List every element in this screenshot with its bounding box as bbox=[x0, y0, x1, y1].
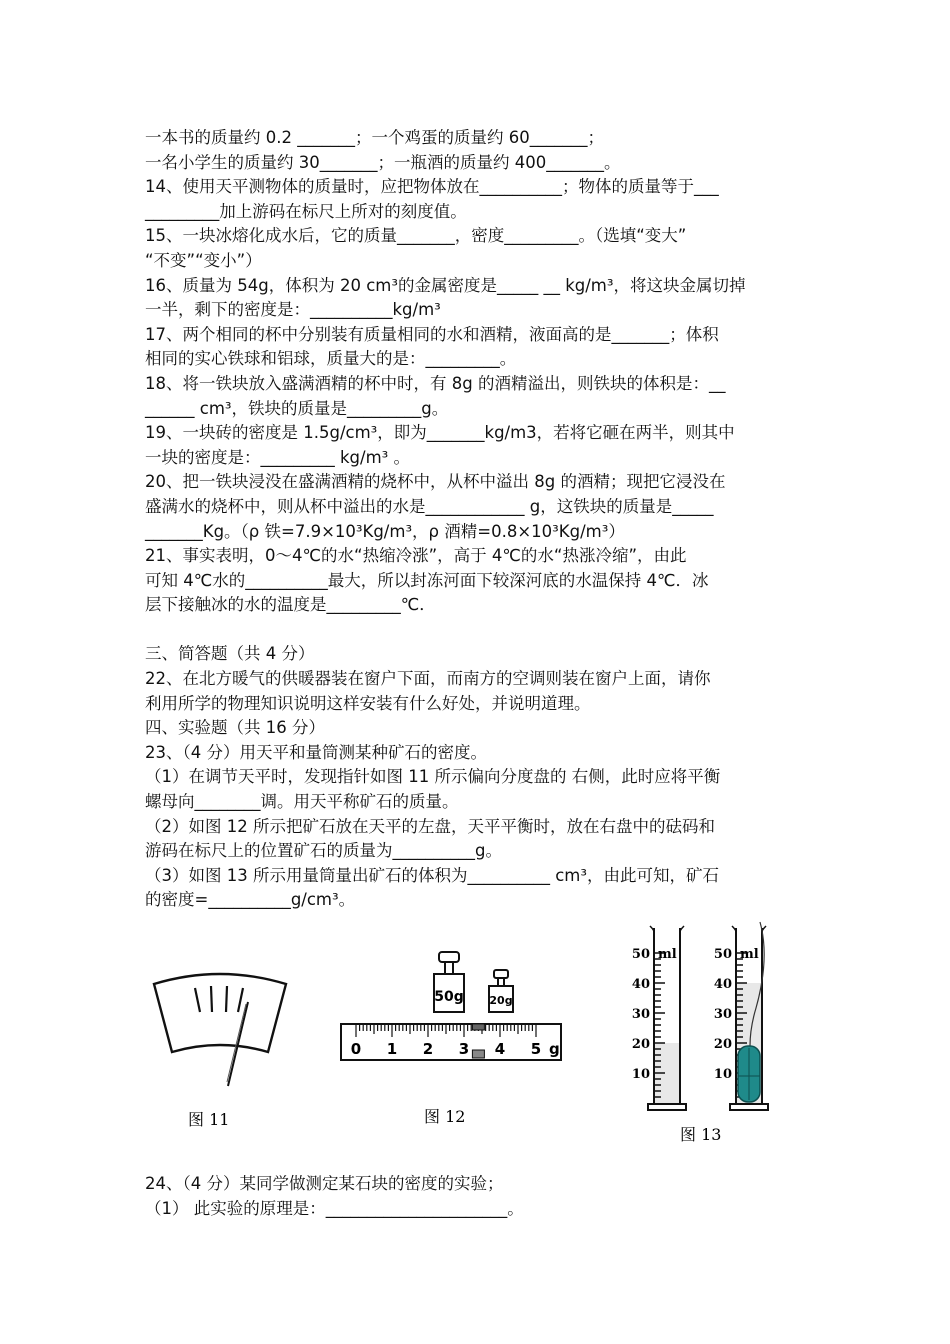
ruler-label: 1 bbox=[386, 1040, 398, 1058]
figure-13 bbox=[628, 918, 788, 1158]
figure-12 bbox=[336, 948, 568, 1133]
dial-tick-marks bbox=[195, 986, 243, 1012]
question-text-lower bbox=[145, 1172, 810, 1221]
cylinder-label: 40 bbox=[713, 977, 732, 992]
dial-pointer bbox=[228, 1002, 248, 1086]
text-line: 可知 4℃水的__________最大，所以封冻河面下较深河底的水温保持 4℃．冰 bbox=[145, 570, 709, 590]
figure-13-caption: 图 13 bbox=[680, 1125, 722, 1144]
cylinder-label: 10 bbox=[631, 1067, 650, 1082]
text-line: 一半，剩下的密度是：__________kg/m³ bbox=[145, 300, 441, 320]
text-line: （1）在调节天平时，发现指针如图 11 所示偏向分度盘的 右侧，此时应将平衡 bbox=[145, 767, 721, 787]
svg-text:ml: ml bbox=[740, 947, 759, 962]
cylinder-label: 40 bbox=[631, 977, 650, 992]
text-line: 17、两个相同的杯中分别装有质量相同的水和酒精，液面高的是_______；体积 bbox=[145, 324, 719, 344]
svg-text:20g: 20g bbox=[489, 994, 513, 1007]
rider-top bbox=[472, 1024, 484, 1030]
figure-12-caption: 图 12 bbox=[424, 1107, 466, 1126]
ruler-label: 3 bbox=[458, 1040, 470, 1058]
svg-text:ml: ml bbox=[658, 947, 677, 962]
cylinder-label: 20 bbox=[713, 1037, 732, 1052]
rider-bottom bbox=[472, 1050, 484, 1058]
figure-11-caption: 图 11 bbox=[188, 1110, 230, 1129]
text-line: 21、事实表明，0～4℃的水“热缩冷涨”，高于 4℃的水“热涨冷缩”，由此 bbox=[145, 546, 687, 566]
text-line: 利用所学的物理知识说明这样安装有什么好处，并说明道理。 bbox=[145, 693, 591, 713]
text-line: _________加上游码在标尺上所对的刻度值。 bbox=[145, 201, 467, 221]
dial-plate bbox=[154, 974, 286, 1052]
text-line: _______Kg。（ρ 铁=7.9×10³Kg/m³，ρ 酒精=0.8×10³Kg/m³） bbox=[145, 521, 625, 541]
text-line: 的密度=__________g/cm³。 bbox=[145, 890, 356, 910]
text-line: 一本书的质量约 0.2 _______；一个鸡蛋的质量约 60_______； bbox=[145, 128, 604, 147]
text-line: 16、质量为 54g，体积为 20 cm³的金属密度是_____ __ kg/m³，将这块金属切掉 bbox=[145, 275, 746, 295]
text-line: 19、一块砖的密度是 1.5g/cm³，即为_______kg/m3，若将它砸在两半，则其中 bbox=[145, 423, 735, 443]
cylinder-label: 50 bbox=[631, 947, 650, 962]
text-line: 游码在标尺上的位置矿石的质量为__________g。 bbox=[145, 841, 502, 861]
text-line: 层下接触冰的水的温度是_________℃． bbox=[145, 595, 436, 615]
text-line: （3）如图 13 所示用量筒量出矿石的体积为__________ cm³，由此可知，矿石 bbox=[145, 865, 719, 885]
ruler-label: 5 bbox=[530, 1040, 542, 1058]
text-line: （2）如图 12 所示把矿石放在天平的左盘，天平平衡时，放在右盘中的砝码和 bbox=[145, 816, 715, 836]
text-line: 相同的实心铁球和铝球，质量大的是：_________。 bbox=[145, 349, 517, 369]
ruler-unit: g bbox=[549, 1040, 560, 1058]
ruler-labels bbox=[351, 1040, 560, 1058]
text-line: 四、实验题（共 16 分） bbox=[145, 718, 325, 738]
text-line: 24、（4 分）某同学做测定某石块的密度的实验； bbox=[145, 1174, 504, 1193]
cylinder-label: 50 bbox=[713, 947, 732, 962]
cylinder-left bbox=[632, 926, 686, 1110]
ruler-label: 0 bbox=[350, 1040, 362, 1058]
text-line bbox=[145, 618, 810, 643]
text-line: 15、一块冰熔化成水后，它的质量_______，密度_________。（选填“变大” bbox=[145, 226, 687, 246]
text-line: 22、在北方暖气的供暖器装在窗户下面，而南方的空调则装在窗户上面，请你 bbox=[145, 669, 711, 689]
cylinder-label: 20 bbox=[631, 1037, 650, 1052]
cylinder-label: 30 bbox=[713, 1007, 732, 1022]
text-line: 20、把一铁块浸没在盛满酒精的烧杯中，从杯中溢出 8g 的酒精；现把它浸没在 bbox=[145, 472, 726, 492]
cylinder-label: 30 bbox=[631, 1007, 650, 1022]
cylinder-right bbox=[714, 922, 768, 1110]
cylinder-label: 10 bbox=[713, 1067, 732, 1082]
text-line: “不变”“变小”） bbox=[145, 250, 262, 270]
text-line: 23、（4 分）用天平和量筒测某种矿石的密度。 bbox=[145, 742, 487, 762]
weight-20g bbox=[489, 970, 513, 1012]
weight-50g bbox=[434, 952, 464, 1012]
text-line: （1） 此实验的原理是：______________________。 bbox=[145, 1198, 524, 1218]
text-line: ______ cm³，铁块的质量是_________g。 bbox=[145, 398, 449, 418]
ruler-label: 2 bbox=[422, 1040, 434, 1058]
text-line: 一块的密度是：_________ kg/m³ 。 bbox=[145, 447, 411, 467]
text-line: 螺母向________调。用天平称矿石的质量。 bbox=[145, 792, 459, 812]
figure-11 bbox=[140, 968, 300, 1138]
question-text-upper bbox=[145, 126, 810, 913]
ruler-ticks bbox=[356, 1025, 536, 1037]
ruler-label: 4 bbox=[494, 1040, 506, 1058]
text-line: 盛满水的烧杯中，则从杯中溢出的水是____________ g，这铁块的质量是_____ bbox=[145, 496, 714, 516]
text-line: 三、简答题（共 4 分） bbox=[145, 644, 315, 664]
text-line: 一名小学生的质量约 30_______；一瓶酒的质量约 400_______。 bbox=[145, 152, 621, 172]
svg-text:50g: 50g bbox=[434, 989, 464, 1005]
text-line: 18、将一铁块放入盛满酒精的杯中时，有 8g 的酒精溢出，则铁块的体积是：__ bbox=[145, 373, 726, 393]
text-line: 14、使用天平测物体的质量时，应把物体放在__________；物体的质量等于___ bbox=[145, 177, 719, 197]
